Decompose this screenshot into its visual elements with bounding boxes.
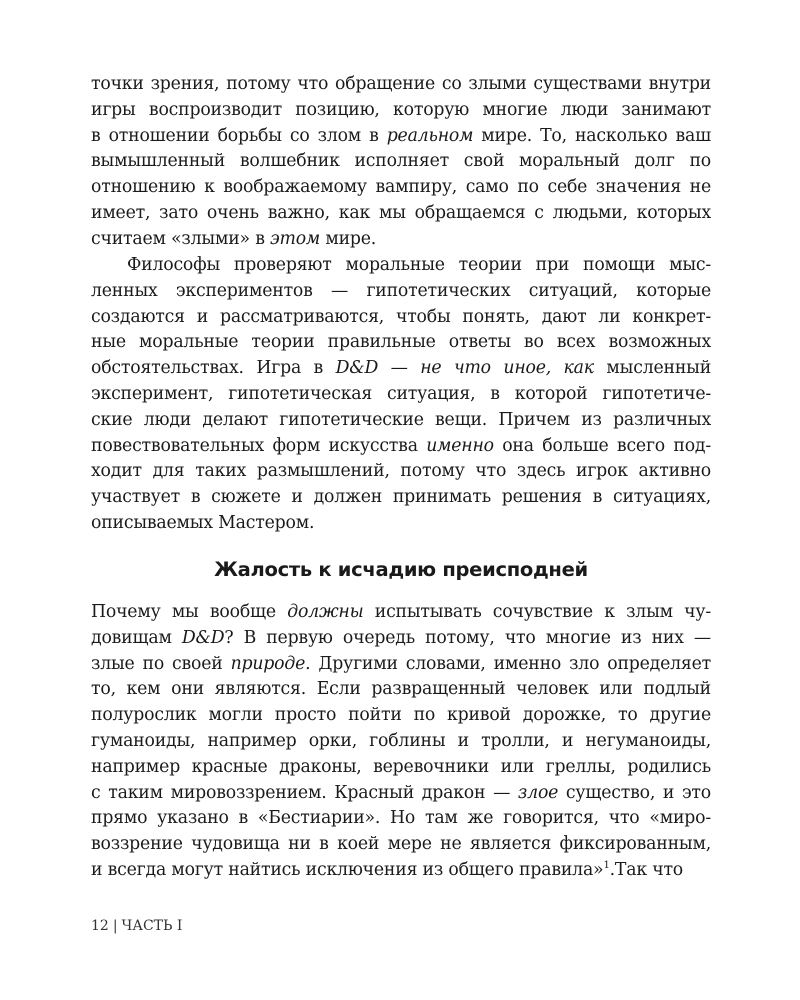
- text-segment: и всегда могут найтись исключения из общего правила»: [91, 859, 604, 880]
- text-segment: обстоятельствах. Игра в: [91, 358, 336, 379]
- italic-text: злое: [517, 782, 559, 803]
- text-line: [91, 382, 711, 408]
- text-line: [91, 858, 711, 884]
- text-segment: эксперимент, гипотетическая ситуация, в которой гипотетиче-: [91, 383, 711, 404]
- text-segment: мысленный: [593, 358, 712, 379]
- text-line: [91, 175, 711, 201]
- text-segment: с таким мировоззрением. Красный дракон —: [91, 782, 518, 803]
- text-segment: она больше всего под-: [493, 435, 711, 456]
- paragraph-3: [91, 600, 711, 884]
- text-line: [91, 459, 711, 485]
- text-line: [91, 832, 711, 858]
- text-line: [91, 356, 711, 382]
- text-segment: довищам: [91, 627, 182, 648]
- text-segment: считаем «злыми» в: [91, 228, 271, 249]
- text-segment: ские люди делают гипотетические вещи. Причем из различных: [91, 409, 711, 430]
- text-line: [91, 253, 711, 279]
- text-line: [91, 279, 711, 305]
- text-segment: мире. То, насколько ваш: [473, 125, 711, 146]
- text-line: [91, 652, 711, 678]
- text-line: [91, 781, 711, 807]
- italic-text: реальном: [386, 125, 474, 146]
- text-line: [91, 755, 711, 781]
- text-line: [91, 434, 711, 460]
- text-segment: вымышленный волшебник исполняет свой моральный долг по: [91, 151, 711, 172]
- italic-text: D&D: [335, 358, 379, 379]
- text-segment: —: [378, 358, 421, 379]
- text-segment: ходит для таких размышлений, потому что здесь игрок активно: [91, 461, 711, 482]
- text-line: [91, 729, 711, 755]
- paragraph-1: [91, 72, 711, 253]
- text-line: [91, 98, 711, 124]
- text-segment: в отношении борьбы со злом в: [91, 125, 387, 146]
- page-footer: [91, 918, 182, 934]
- text-line: [91, 227, 711, 253]
- section-heading: Жалость к исчадию преисподней: [214, 558, 588, 581]
- text-segment: игры воспроизводит позицию, которую многие люди занимают: [91, 99, 711, 120]
- text-segment: повествовательных форм искусства: [91, 435, 427, 456]
- text-segment: Философы проверяют моральные теории при помощи мыс-: [127, 255, 711, 275]
- text-line: [91, 626, 711, 652]
- text-line: [91, 330, 711, 356]
- text-segment: прямо указано в «Бестиарии». Но там же говорится, что «миро-: [91, 808, 711, 829]
- text-segment: полурослик могли просто пойти по кривой дорожке, то другие: [91, 705, 711, 726]
- italic-text: должны: [287, 602, 364, 622]
- text-segment: ные моральные теории правильные ответы во всех возможных: [91, 332, 711, 353]
- footnote-mark: 1: [603, 860, 610, 872]
- text-segment: мире.: [320, 228, 377, 249]
- text-segment: отношению к воображаемому вампиру, само по себе значения не: [91, 177, 711, 198]
- text-segment: воззрение чудовища ни в коей мере не является фиксированным,: [91, 834, 711, 855]
- footer-separator: |: [112, 918, 118, 934]
- text-line: [91, 149, 711, 175]
- text-line: [91, 485, 711, 511]
- italic-text: D&D: [181, 627, 225, 648]
- text-segment: ? В первую очередь потому, что многие из них —: [224, 627, 711, 648]
- text-line: [91, 806, 711, 832]
- text-line: [91, 677, 711, 703]
- text-segment: то, кем они являются. Если развращенный человек или подлый: [91, 679, 711, 700]
- text-segment: испытывать сочувствие к злым чу-: [363, 602, 711, 622]
- section-label: ЧАСТЬ I: [121, 918, 183, 934]
- text-segment: ленных экспериментов — гипотетических ситуаций, которые: [91, 280, 711, 301]
- text-segment: описываемых Мастером.: [91, 512, 315, 533]
- text-segment: гуманоиды, например орки, гоблины и тролли, и негуманоиды,: [91, 730, 711, 751]
- italic-text: именно: [426, 435, 494, 456]
- italic-text: природе.: [230, 653, 311, 674]
- text-segment: имеет, зато очень важно, как мы обращаемся с людьми, которых: [91, 202, 711, 223]
- text-segment: существо, и это: [558, 782, 711, 803]
- text-line: [91, 201, 711, 227]
- text-line: [91, 305, 711, 331]
- italic-text: этом: [270, 228, 321, 249]
- text-line: [91, 511, 711, 537]
- page-number: 12: [91, 918, 109, 934]
- italic-text: не что иное, как: [420, 358, 594, 379]
- text-segment: создаются и рассматриваются, чтобы понять, дают ли конкрет-: [91, 306, 711, 327]
- text-segment: Почему мы вообще: [91, 602, 288, 622]
- text-segment: участвует в сюжете и должен принимать решения в ситуациях,: [91, 487, 711, 508]
- text-segment: например красные драконы, веревочники или греллы, родились: [91, 756, 711, 777]
- paragraph-2: [91, 253, 711, 537]
- text-line: [91, 408, 711, 434]
- text-segment: точки зрения, потому что обращение со злыми существами внутри: [91, 74, 711, 94]
- text-segment: .Так что: [609, 859, 684, 880]
- text-segment: Другими словами, именно зло определяет: [310, 653, 711, 674]
- text-segment: злые по своей: [91, 653, 231, 674]
- text-line: [91, 703, 711, 729]
- text-line: [91, 600, 711, 626]
- text-line: [91, 124, 711, 150]
- text-line: [91, 72, 711, 98]
